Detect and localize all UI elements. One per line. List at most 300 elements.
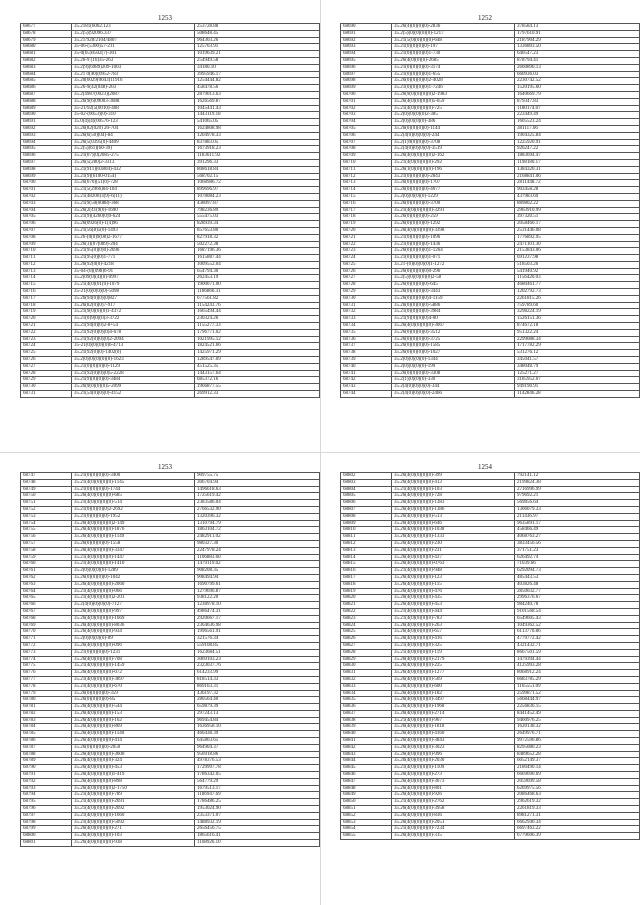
value-cell: 1165551.09 (515, 683, 640, 690)
code-cell: 35.21(0)(0)(0)(0)-1129 (72, 363, 195, 370)
row-id-cell: 68727 (341, 275, 392, 282)
table-row (341, 819, 640, 826)
table-row (341, 24, 640, 31)
row-id-cell: 68729 (341, 289, 392, 296)
row-id-cell: 68739 (341, 357, 392, 364)
row-id-cell: 68735 (341, 329, 392, 336)
row-id-cell: 68791 (21, 772, 72, 779)
page-bottom-left (20, 463, 310, 847)
code-cell: 35.26(0)(0)(0)(0)-645 (392, 282, 515, 289)
table-row (341, 506, 640, 513)
row-id-cell: 68741 (341, 370, 392, 377)
row-id-cell: 68813 (341, 547, 392, 554)
code-cell: 35.26(4(0)(0)(0)(0)-1818 (392, 724, 515, 731)
code-cell: 35.21(0)(0)(0)(0)-3984 (392, 309, 515, 316)
value-cell: 458466.49 (515, 527, 640, 534)
row-id-cell: 68841 (341, 738, 392, 745)
row-id-cell: 68847 (341, 778, 392, 785)
value-cell: 4986474.31 (195, 608, 320, 615)
value-cell: 1049362.52 (515, 622, 640, 629)
row-id-cell: 68719 (21, 309, 72, 316)
value-cell: 1202792.73 (515, 289, 640, 296)
value-cell: 6697463.22 (515, 826, 640, 833)
code-cell: 35.21(0)(0)(0)(0)2-2692 (72, 506, 195, 513)
value-cell: 9101568.54 (515, 608, 640, 615)
value-cell: 874672.18 (515, 323, 640, 330)
table-row (341, 704, 640, 711)
code-cell: 35.26(0)(0)(0)(0)-3700 (392, 200, 515, 207)
row-id-cell: 68784 (21, 724, 72, 731)
code-cell: 35.26(0)(0)(0)(0)-1292 (392, 221, 515, 228)
value-cell: 2353371.07 (195, 812, 320, 819)
value-cell: 980327.30 (195, 540, 320, 547)
table-row (21, 710, 320, 717)
row-id-cell: 68715 (21, 282, 72, 289)
value-cell: 541065.05 (195, 119, 320, 126)
row-id-cell: 68790 (21, 765, 72, 772)
code-cell: 35.26(4(0)(0)(0)(0)-836 (392, 812, 515, 819)
code-cell: 35.21(4(0)(0)(0)(0)-948 (392, 568, 515, 575)
row-id-cell: 68830 (341, 663, 392, 670)
table-row (21, 105, 320, 112)
value-cell: 6549605.43 (515, 615, 640, 622)
row-id-cell: 68776 (21, 670, 72, 677)
row-id-cell: 68789 (21, 758, 72, 765)
row-id-cell: 68711 (21, 255, 72, 262)
value-cell: 2230742.52 (515, 78, 640, 85)
row-id-cell: 68710 (21, 248, 72, 255)
code-cell: 35.26(4(0)(0)(0)(0)1-419 (72, 772, 195, 779)
table-row (21, 153, 320, 160)
code-cell: 35.26(4(0)(0)(0)(0)-898 (72, 778, 195, 785)
value-cell: 1186866.31 (195, 289, 320, 296)
value-cell: 1068986.72 (195, 180, 320, 187)
value-cell: 8667501.59 (515, 649, 640, 656)
table-row (21, 840, 320, 847)
table-row (21, 248, 320, 255)
row-id-cell: 68829 (341, 656, 392, 663)
code-cell: 35.2(0)(0)(0)(0)-09 (72, 636, 195, 643)
row-id-cell: 68785 (21, 731, 72, 738)
table-row (341, 316, 640, 323)
table-row (341, 785, 640, 792)
code-cell: 35.26(4(0)(0)(0)(0)-182 (392, 690, 515, 697)
value-cell: 1687196.36 (195, 248, 320, 255)
page-bottom-right (340, 463, 630, 840)
table-row (341, 806, 640, 813)
row-id-cell: 68693 (341, 44, 392, 51)
value-cell: 909755.75 (195, 473, 320, 480)
row-id-cell: 68734 (341, 323, 392, 330)
table-row (21, 520, 320, 527)
code-cell: 35.21(95(0)(0)0)-2696 (72, 248, 195, 255)
row-id-cell: 68707 (341, 139, 392, 146)
code-cell: 35.26(4(0)(0)(0)(0)-1669 (72, 615, 195, 622)
row-id-cell: 68703 (341, 112, 392, 119)
table-row (341, 833, 640, 840)
table-row (341, 561, 640, 568)
table-row (21, 51, 320, 58)
row-id-cell: 68730 (341, 295, 392, 302)
value-cell: 1204978.33 (195, 132, 320, 139)
value-cell: 297243.13 (195, 710, 320, 717)
table-row (21, 377, 320, 384)
row-id-cell: 68683 (21, 64, 72, 71)
row-id-cell: 68806 (341, 500, 392, 507)
value-cell: 4680461.77 (515, 282, 640, 289)
code-cell: 35.26(92(0(0)-4218 (72, 261, 195, 268)
code-cell: 35-21(0)(0)(0)(0)6-4713 (72, 343, 195, 350)
code-cell: 35.21(5(2966)04-104 (72, 187, 195, 194)
value-cell: 555475.03 (195, 214, 320, 221)
table-row (21, 799, 320, 806)
code-cell: 35.26(4(0)(0)(0)(0)-728 (392, 493, 515, 500)
value-cell: 6779606.39 (515, 833, 640, 840)
value-cell: 8441452.49 (515, 710, 640, 717)
page-top-left (20, 14, 310, 398)
table-row (21, 486, 320, 493)
row-id-cell: 68787 (21, 744, 72, 751)
code-cell: 35.2(1)(0)(0)(0)-330 (392, 377, 515, 384)
table-row (341, 656, 640, 663)
row-id-cell: 68689 (21, 105, 72, 112)
code-cell: 35.26(4(0)(0)(0)(0)-230 (392, 540, 515, 547)
row-id-cell: 68845 (341, 765, 392, 772)
value-cell: 348048.79 (515, 363, 640, 370)
value-cell: 4068763.27 (515, 534, 640, 541)
code-cell: 35.26(4(0)(0)(0)(0)-437 (392, 554, 515, 561)
code-cell: 35.26(6(50)(04)-84 (72, 132, 195, 139)
value-cell: 269912.33 (195, 391, 320, 398)
value-cell: 1225920.91 (515, 139, 640, 146)
value-cell: 964904.37 (195, 744, 320, 751)
table-row (341, 64, 640, 71)
value-cell: 926247.22 (515, 146, 640, 153)
code-cell: 35.26(4(0)(0)(0)(0)-1038 (392, 527, 515, 534)
table-row (341, 683, 640, 690)
table-row (21, 819, 320, 826)
code-cell: 35-21/92(5(0010)-408 (72, 105, 195, 112)
table-row (21, 71, 320, 78)
row-id-cell: 68705 (341, 125, 392, 132)
value-cell: 125763.91 (195, 44, 320, 51)
value-cell: 1238978.10 (195, 602, 320, 609)
value-cell: 211436.97 (515, 513, 640, 520)
value-cell: 2660890.13 (515, 64, 640, 71)
row-id-cell: 68794 (21, 792, 72, 799)
row-id-cell: 68700 (21, 180, 72, 187)
code-cell: 35.2181(6002.123 (72, 24, 195, 31)
table-row (341, 289, 640, 296)
code-cell: 35.26(9(6)09003-3088 (72, 98, 195, 105)
code-cell: 35.21(4(0)(0)(0)(0)-783 (392, 615, 515, 622)
code-cell: 35.26(4(0)(0)(0)(0)-315 (392, 833, 515, 840)
value-cell: 857653.80 (195, 227, 320, 234)
value-cell: 1615887.44 (195, 255, 320, 262)
table-row (341, 670, 640, 677)
row-id-cell: 68775 (21, 663, 72, 670)
table-row (21, 30, 320, 37)
row-id-cell: 68800 (21, 833, 72, 840)
table-row (21, 561, 320, 568)
code-cell: 35.21(9)(4260(0)9-624 (72, 214, 195, 221)
row-id-cell: 68721 (21, 323, 72, 330)
table-row (341, 758, 640, 765)
row-id-cell: 68777 (21, 676, 72, 683)
code-cell: 35.26(82(0)(0)7-917 (72, 302, 195, 309)
code-cell: 35.26(4(0)(0)(0)(0)-476 (392, 588, 515, 595)
row-id-cell: 68808 (341, 513, 392, 520)
value-cell: 2187904.29 (515, 37, 640, 44)
value-cell: 8489652.28 (515, 751, 640, 758)
value-cell: 6669690.69 (515, 772, 640, 779)
value-cell: 438097.87 (195, 200, 320, 207)
table-row (341, 159, 640, 166)
value-cell: 321576.34 (195, 636, 320, 643)
row-id-cell: 68767 (21, 608, 72, 615)
table-row (341, 710, 640, 717)
code-cell: 35.2(5)(0)(0)(0)(0)2-58 (392, 275, 515, 282)
row-id-cell: 68680 (21, 44, 72, 51)
value-cell: 1443157.64 (195, 370, 320, 377)
row-id-cell: 68725 (21, 350, 72, 357)
table-row (341, 221, 640, 228)
value-cell: 451525.35 (195, 363, 320, 370)
row-id-cell: 68731 (21, 391, 72, 398)
table-row (21, 731, 320, 738)
code-cell: 35.26(4(0)(0)(0)(0)-1140 (72, 731, 195, 738)
table-row (341, 78, 640, 85)
code-cell: 35.26(0)(0)(0)(0)-1027 (392, 350, 515, 357)
code-cell: 35-0(65)0502(7)-301 (72, 51, 195, 58)
table-row (341, 370, 640, 377)
value-cell: 1045441.43 (195, 105, 320, 112)
table-row (341, 636, 640, 643)
row-id-cell: 68834 (341, 690, 392, 697)
code-cell: 35.26(0)(0)(0)(0)-2050 (72, 744, 195, 751)
value-cell: 262453.19 (195, 275, 320, 282)
value-cell: 1900071.00 (195, 282, 320, 289)
value-cell: 1725619.42 (195, 493, 320, 500)
code-cell: 35.21(4(0)(01(0)-1079 (72, 282, 195, 289)
table-row (21, 608, 320, 615)
code-cell: 35.21-(0)(0)(0)(0)1-1272 (392, 261, 515, 268)
row-id-cell: 68839 (341, 724, 392, 731)
row-id-cell: 68697 (21, 159, 72, 166)
row-id-cell: 68704 (341, 119, 392, 126)
value-cell: 541940.92 (515, 268, 640, 275)
table-row (341, 302, 640, 309)
code-cell: 35.26(4(0)(0)(0)(0)-600 (392, 683, 515, 690)
code-cell: 35.21(4(0)(0)(0)(0)-5092 (72, 819, 195, 826)
code-cell: 35.26(94(0)(0)(0)827 (72, 295, 195, 302)
table-row (341, 234, 640, 241)
value-cell: 403826.48 (515, 581, 640, 588)
code-cell: 35.21(0)(0)(0)(0)-1436 (392, 241, 515, 248)
table-row (21, 615, 320, 622)
code-cell: 35.21(911)(03804)-432 (72, 166, 195, 173)
row-id-cell: 68786 (21, 738, 72, 745)
value-cell: 2153843.06 (515, 248, 640, 255)
row-id-cell: 68846 (341, 772, 392, 779)
value-cell: 2531446.08 (515, 227, 640, 234)
value-cell: 9972596.86 (515, 738, 640, 745)
code-cell: 35.26(4(0)(0)(0)(0)-273 (392, 772, 515, 779)
table-row (341, 139, 640, 146)
code-cell: 35.2(4(0)(0)(0)(0)-3519 (392, 146, 515, 153)
value-cell: 626492.74 (515, 554, 640, 561)
table-row (341, 363, 640, 370)
row-id-cell: 68710 (341, 159, 392, 166)
table-row (21, 309, 320, 316)
code-cell: 35.26(3)(07(089)-204 (72, 241, 195, 248)
code-cell: 35.2(0)(0)(0)(0)-386 (392, 119, 515, 126)
row-id-cell: 68715 (341, 193, 392, 200)
row-id-cell: 68696 (21, 153, 72, 160)
table-row (341, 166, 640, 173)
code-cell: 35.21(94(0)(0)2-8+54 (72, 323, 195, 330)
value-cell: 2180490.14 (515, 765, 640, 772)
value-cell: 306704.94 (195, 479, 320, 486)
table-row (341, 676, 640, 683)
table-row (21, 636, 320, 643)
code-cell: 35.21(4(0)(0)(0)(0)2-201 (72, 595, 195, 602)
table-row (341, 295, 640, 302)
row-id-cell: 68695 (341, 57, 392, 64)
code-cell: 35.21(4(0)(0)(0)(0)-725 (392, 105, 515, 112)
code-cell: 35-06-(5300)57-211 (72, 44, 195, 51)
code-cell: 35.21(4(0)(0)(0)(0)-2762 (392, 799, 515, 806)
row-id-cell: 68807 (341, 506, 392, 513)
row-id-cell: 68684 (21, 71, 72, 78)
page-top-right (340, 14, 630, 398)
code-cell: 35.26(4(0)(0)(0)(0)-3673 (392, 778, 515, 785)
code-cell: 35.21(4(0)(0)(0)(0)-2692 (72, 806, 195, 813)
table-row (341, 98, 640, 105)
value-cell: 2323037.76 (195, 663, 320, 670)
row-id-cell: 68819 (341, 588, 392, 595)
row-id-cell: 68836 (341, 704, 392, 711)
row-id-cell: 68691 (341, 30, 392, 37)
row-id-cell: 68828 (341, 649, 392, 656)
code-cell: 35.26(4(0)(0)(0)(0)-2051 (392, 819, 515, 826)
value-cell: 798236.89 (195, 207, 320, 214)
value-cell: 949190.91 (515, 384, 640, 391)
row-id-cell: 68681 (21, 51, 72, 58)
table-row (21, 785, 320, 792)
row-id-cell: 68695 (21, 146, 72, 153)
code-cell: 35.26(4(0)(0)(0)(0)-414 (72, 738, 195, 745)
table-row (341, 57, 640, 64)
value-cell: 645863.65 (195, 738, 320, 745)
value-cell: 2850032.77 (515, 588, 640, 595)
code-cell: 35.26(4(0)(0)(0)(0)-3347 (72, 547, 195, 554)
code-cell: 35.26(0)(0)(0)(0)-3512 (392, 329, 515, 336)
code-cell: 35.2(9)(6989)209-1003 (72, 64, 195, 71)
row-id-cell: 68713 (21, 268, 72, 275)
page-number: 1254 (478, 463, 492, 471)
data-table (20, 23, 320, 398)
code-cell: 35.21(95(0)(0)1-771 (72, 255, 195, 262)
code-cell: 35.2(4(0)(0)(0)(0)-7127 (72, 602, 195, 609)
row-id-cell: 68764 (21, 588, 72, 595)
table-row (21, 751, 320, 758)
row-id-cell: 68851 (341, 806, 392, 813)
value-cell: 1796771.02 (195, 329, 320, 336)
row-id-cell: 68793 (21, 785, 72, 792)
code-cell: 35.26(4(0)(0)(0)(0)-513 (392, 513, 515, 520)
code-cell: 35.26(4(0)(0)(0)(0)-3398 (392, 227, 515, 234)
value-cell: 6269975.56 (515, 785, 640, 792)
row-id-cell: 68700 (341, 91, 392, 98)
row-id-cell: 68750 (21, 493, 72, 500)
table-row (21, 57, 320, 64)
code-cell: 35.21(92(0)(0)-1402(0) (72, 350, 195, 357)
table-row (341, 595, 640, 602)
value-cell: 1717782.29 (515, 343, 640, 350)
code-cell: 35.2(4(0)(0)(0)(0)-2466 (392, 391, 515, 398)
table-row (341, 173, 640, 180)
value-cell: 2256836.15 (515, 704, 640, 711)
table-row (341, 391, 640, 398)
value-cell: 2168841.06 (515, 173, 640, 180)
table-row (21, 493, 320, 500)
row-id-cell: 68835 (341, 697, 392, 704)
code-cell: 35.26-9(42(048)-203 (72, 85, 195, 92)
row-id-cell: 68805 (341, 493, 392, 500)
value-cell: 1155277.33 (195, 323, 320, 330)
table-row (21, 724, 320, 731)
table-row (341, 690, 640, 697)
table-row (341, 479, 640, 486)
row-id-cell: 68706 (21, 221, 72, 228)
table-row (21, 119, 320, 126)
code-cell: 35.26(4(0)(0)(0)(0)-263 (392, 622, 515, 629)
row-id-cell: 68694 (341, 51, 392, 58)
value-cell: 4321432.71 (515, 642, 640, 649)
value-cell: 1624808.98 (195, 125, 320, 132)
table-row (341, 180, 640, 187)
row-id-cell: 68759 (21, 554, 72, 561)
table-row (21, 826, 320, 833)
code-cell: 35.26(4(0)(0)(0)(0)-997 (72, 608, 195, 615)
code-cell: 35.26(0)(0)(0)(0)-359 (72, 690, 195, 697)
code-cell: 35.26(4(0)(0)(0)(0)-231 (392, 547, 515, 554)
code-cell: 35.21(56(8)5(0)-1493 (72, 227, 195, 234)
table-row (341, 71, 640, 78)
value-cell: 508648.45 (195, 30, 320, 37)
table-row (21, 370, 320, 377)
row-id-cell: 68702 (341, 105, 392, 112)
value-cell: 1797610.91 (515, 30, 640, 37)
value-cell: 6662940.34 (515, 819, 640, 826)
code-cell: 35.26(82(020) 20-704 (72, 125, 195, 132)
table-row (341, 214, 640, 221)
value-cell: 34180.10 (195, 64, 320, 71)
value-cell: 502272.38 (195, 241, 320, 248)
code-cell: 35.2(1)9(0)(0)(0)-3708 (392, 139, 515, 146)
row-id-cell: 68736 (341, 336, 392, 343)
value-cell: 4779772.42 (515, 636, 640, 643)
value-cell: 397320.51 (515, 214, 640, 221)
table-row (341, 207, 640, 214)
value-cell: 9460976.25 (515, 717, 640, 724)
data-table (340, 23, 640, 398)
code-cell: 35.21(4(0)(0)(0)(0)-3897 (72, 676, 195, 683)
value-cell: 2059699.58 (515, 778, 640, 785)
table-row (21, 772, 320, 779)
value-cell: 518503.26 (515, 261, 640, 268)
